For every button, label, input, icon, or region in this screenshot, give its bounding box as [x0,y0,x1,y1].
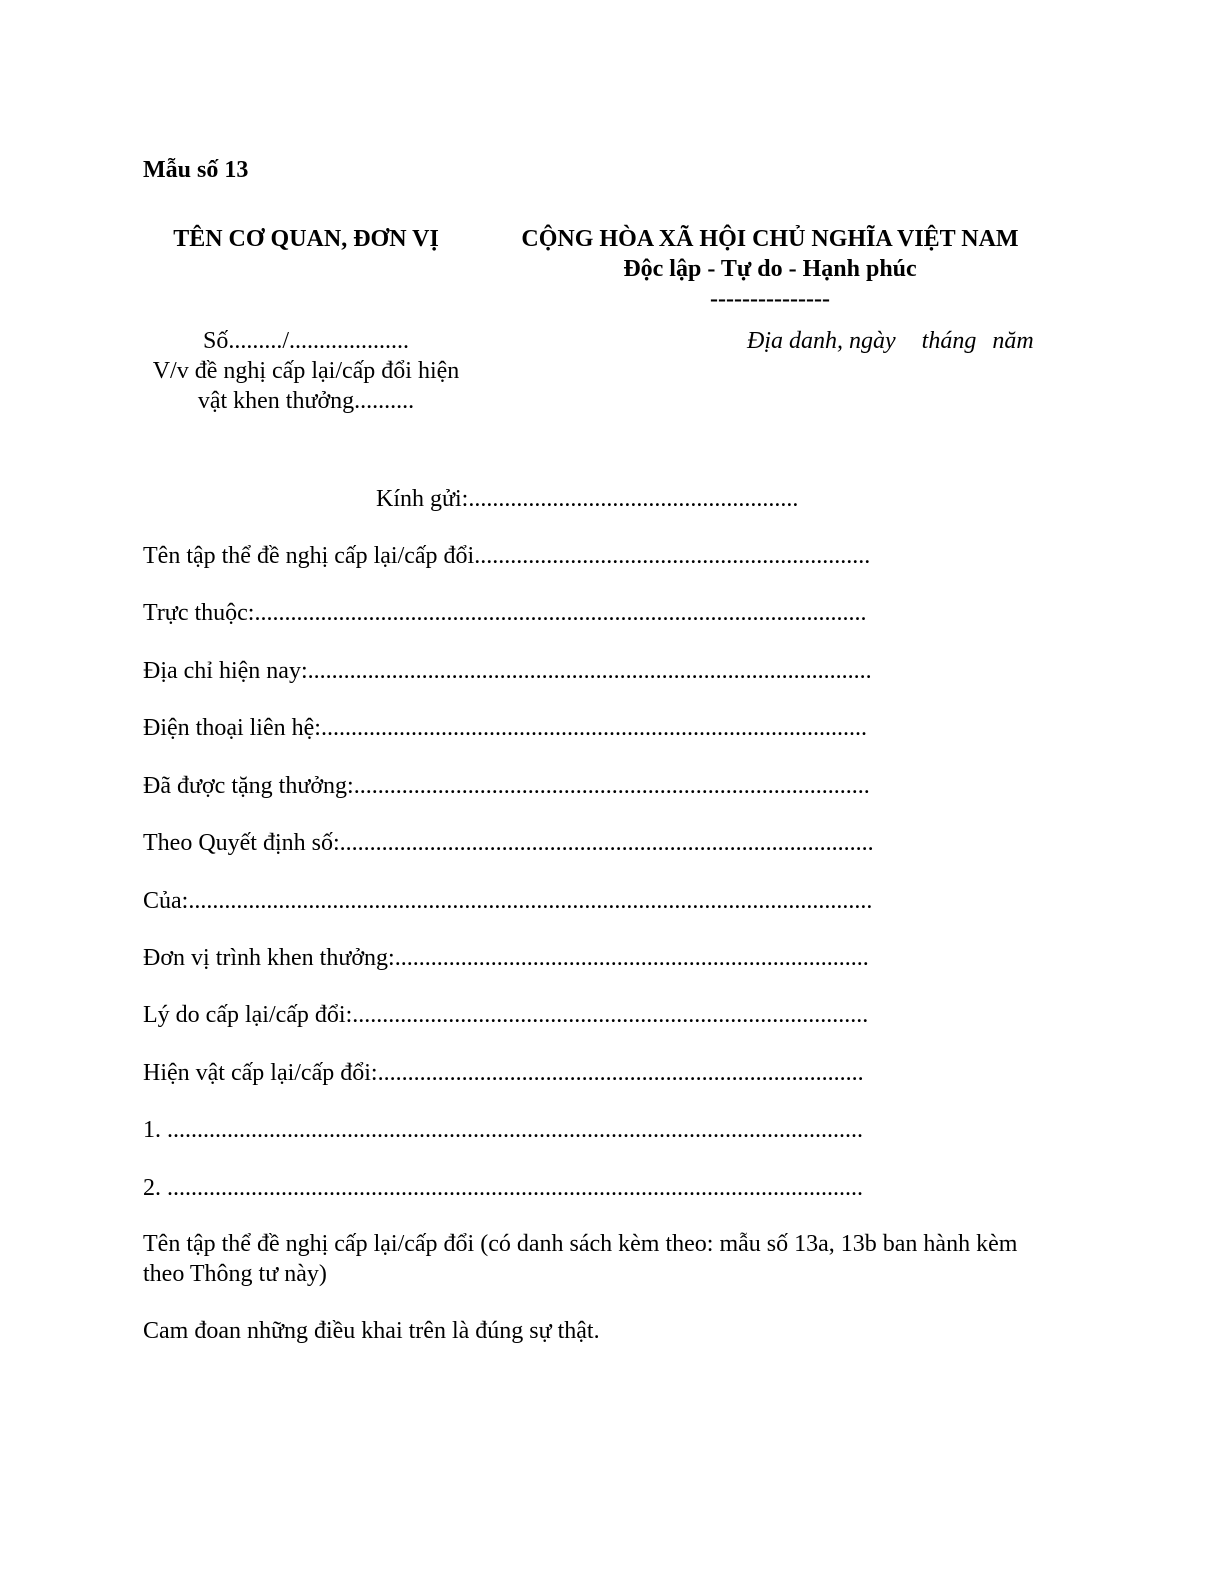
field-reason: Lý do cấp lại/cấp đổi:...................................................................................... [143,1002,869,1028]
national-motto: Độc lập - Tự do - Hạnh phúc [623,256,917,282]
field-affiliated-to: Trực thuộc:...................................................................................................... [143,600,867,626]
recipient-line: Kính gửi:....................................................... [376,486,799,512]
place-date-month: tháng [921,328,977,354]
field-collective-name: Tên tập thể đề nghị cấp lại/cấp đổi.................................................................. [143,543,871,569]
field-issued-by: Của:.................................................................................................................. [143,888,873,914]
field-awarded: Đã được tặng thưởng:...................................................................................... [143,773,870,799]
place-date-place: Địa danh, ngày [747,328,896,354]
commitment-statement: Cam đoan những điều khai trên là đúng sự thật. [143,1318,600,1344]
field-item-1: 1. .................................................................................................................... [143,1117,863,1143]
field-decision-number: Theo Quyết định số:......................................................................................... [143,830,874,856]
national-name: CỘNG HÒA XÃ HỘI CHỦ NGHĨA VIỆT NAM [521,226,1019,252]
agency-name: TÊN CƠ QUAN, ĐƠN VỊ [173,226,439,252]
field-item-2: 2. .................................................................................................................... [143,1175,863,1201]
attachment-note: Tên tập thể đề nghị cấp lại/cấp đổi (có danh sách kèm theo: mẫu số 13a, 13b ban hành kèm theo Thông tư này) [143,1231,1018,1287]
field-proposing-unit: Đơn vị trình khen thưởng:............................................................................... [143,945,869,971]
subject-line-1: V/v đề nghị cấp lại/cấp đổi hiện [152,358,460,384]
form-code: Mẫu số 13 [143,157,249,183]
field-contact-phone: Điện thoại liên hệ:........................................................................................... [143,715,867,741]
field-current-address: Địa chỉ hiện nay:.............................................................................................. [143,658,872,684]
subject-line-2: vật khen thưởng.......... [197,388,415,414]
place-date-year: năm [992,328,1034,354]
motto-divider: --------------- [710,286,830,312]
place-date [747,326,1034,356]
document-number: Số........./.................... [202,328,409,354]
field-items: Hiện vật cấp lại/cấp đổi:................................................................................. [143,1060,864,1086]
